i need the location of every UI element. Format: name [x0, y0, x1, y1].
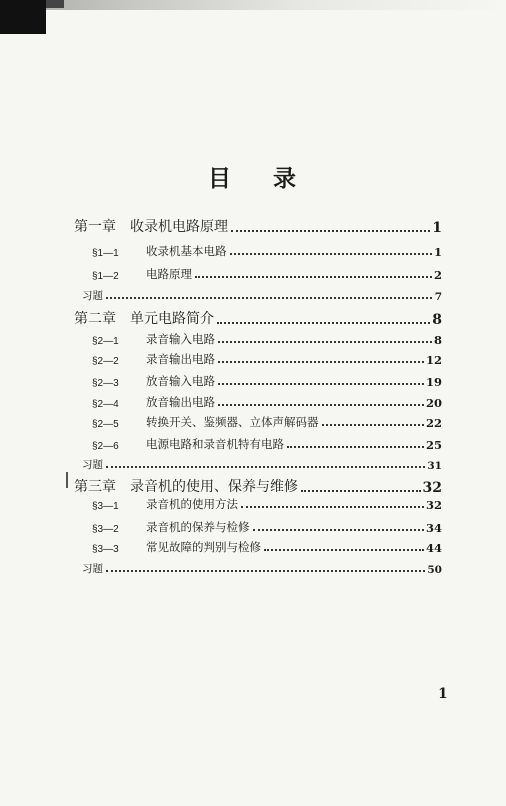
dot-leader: [218, 404, 424, 406]
toc-section-number: §2—4: [92, 399, 119, 410]
toc-page-number: 12: [425, 353, 442, 367]
toc-page-number: 32: [425, 498, 442, 512]
toc-section-title: 转换开关、鉴频器、立体声解码器: [146, 415, 319, 429]
scan-edge-shadow: [0, 0, 506, 10]
toc-page-number: 31: [427, 460, 442, 472]
toc-section-title: 电源电路和录音机特有电路: [146, 437, 284, 451]
toc-chapter-row[interactable]: [74, 216, 442, 236]
dot-leader: [218, 383, 424, 385]
toc-chapter-title: 录音机的使用、保养与维修: [130, 479, 298, 495]
toc-section-row[interactable]: [92, 519, 442, 535]
toc-exercise-title: 习题: [82, 563, 103, 575]
dot-leader: [106, 297, 432, 299]
toc-page-number: 19: [425, 375, 442, 389]
toc-chapter-number: 第三章: [74, 479, 116, 495]
toc-section-row[interactable]: [92, 331, 442, 347]
dot-leader: [287, 446, 424, 448]
toc-section-title: 放音输入电路: [146, 374, 215, 388]
dot-leader: [230, 253, 432, 255]
dot-leader: [264, 549, 424, 551]
toc-section-title: 常见故障的判别与检修: [146, 540, 261, 554]
toc-page-number: 50: [427, 564, 442, 576]
toc-page-number: 44: [425, 541, 442, 555]
toc-page-number: 7: [434, 291, 442, 303]
dot-leader: [301, 490, 421, 492]
dot-leader: [253, 529, 424, 531]
corner-mark: [0, 0, 46, 34]
toc-exercise-title: 习题: [82, 290, 103, 302]
toc-chapter-number: 第一章: [74, 219, 116, 235]
toc-chapter-title: 收录机电路原理: [130, 219, 228, 235]
toc-section-row[interactable]: [92, 373, 442, 389]
toc-section-title: 录音输出电路: [146, 352, 215, 366]
toc-section-row[interactable]: [92, 243, 442, 259]
dot-leader: [231, 230, 430, 232]
toc-page-number: 8: [433, 333, 442, 347]
toc-section-number: §2—6: [92, 441, 119, 452]
title-char-2: 录: [273, 165, 298, 192]
page-title: [0, 160, 506, 193]
dot-leader: [106, 466, 425, 468]
dot-leader: [218, 341, 432, 343]
toc-exercise-row[interactable]: [82, 288, 442, 303]
toc-exercise-row[interactable]: [82, 457, 442, 472]
toc-section-row[interactable]: [92, 351, 442, 367]
dot-leader: [218, 361, 424, 363]
title-char-1: 目: [208, 165, 233, 192]
dot-leader: [217, 322, 430, 324]
toc-page-number: 25: [425, 438, 442, 452]
toc-chapter-row[interactable]: [74, 476, 442, 496]
toc-section-number: §3—1: [92, 501, 119, 512]
toc-section-title: 录音机的保养与检修: [146, 520, 250, 534]
margin-mark: [66, 472, 68, 488]
dot-leader: [241, 506, 424, 508]
dot-leader: [106, 570, 425, 572]
toc-section-number: §2—1: [92, 336, 119, 347]
toc-section-row[interactable]: [92, 414, 442, 430]
toc-chapter-row[interactable]: [74, 308, 442, 328]
toc-section-title: 录音机的使用方法: [146, 497, 238, 511]
toc-section-number: §1—1: [92, 248, 119, 259]
toc-chapter-number: 第二章: [74, 311, 116, 327]
toc-section-title: 放音输出电路: [146, 395, 215, 409]
toc-section-number: §2—3: [92, 378, 119, 389]
dot-leader: [195, 276, 432, 278]
toc-exercise-title: 习题: [82, 459, 103, 471]
toc-page-number: 32: [422, 480, 442, 496]
toc-section-row[interactable]: [92, 266, 442, 282]
toc-section-number: §2—2: [92, 356, 119, 367]
toc-page-number: 1: [433, 245, 442, 259]
toc-page-number: 34: [425, 521, 442, 535]
toc-page-number: 22: [425, 416, 442, 430]
toc-section-number: §1—2: [92, 271, 119, 282]
toc-section-title: 录音输入电路: [146, 332, 215, 346]
toc-section-title: 电路原理: [146, 267, 192, 281]
dot-leader: [322, 424, 424, 426]
toc-section-number: §2—5: [92, 419, 119, 430]
toc-section-row[interactable]: [92, 436, 442, 452]
toc-section-row[interactable]: [92, 496, 442, 512]
toc-section-row[interactable]: [92, 539, 442, 555]
toc-chapter-title: 单元电路简介: [130, 311, 214, 327]
toc-page-number: 2: [433, 268, 442, 282]
page-number: 1: [438, 686, 448, 702]
toc-section-number: §3—2: [92, 524, 119, 535]
toc-section-title: 收录机基本电路: [146, 244, 227, 258]
toc-page-number: 1: [432, 220, 442, 236]
toc-section-number: §3—3: [92, 544, 119, 555]
toc-section-row[interactable]: [92, 394, 442, 410]
toc-page-number: 20: [425, 396, 442, 410]
toc-page-number: 8: [432, 312, 442, 328]
toc-exercise-row[interactable]: [82, 561, 442, 576]
